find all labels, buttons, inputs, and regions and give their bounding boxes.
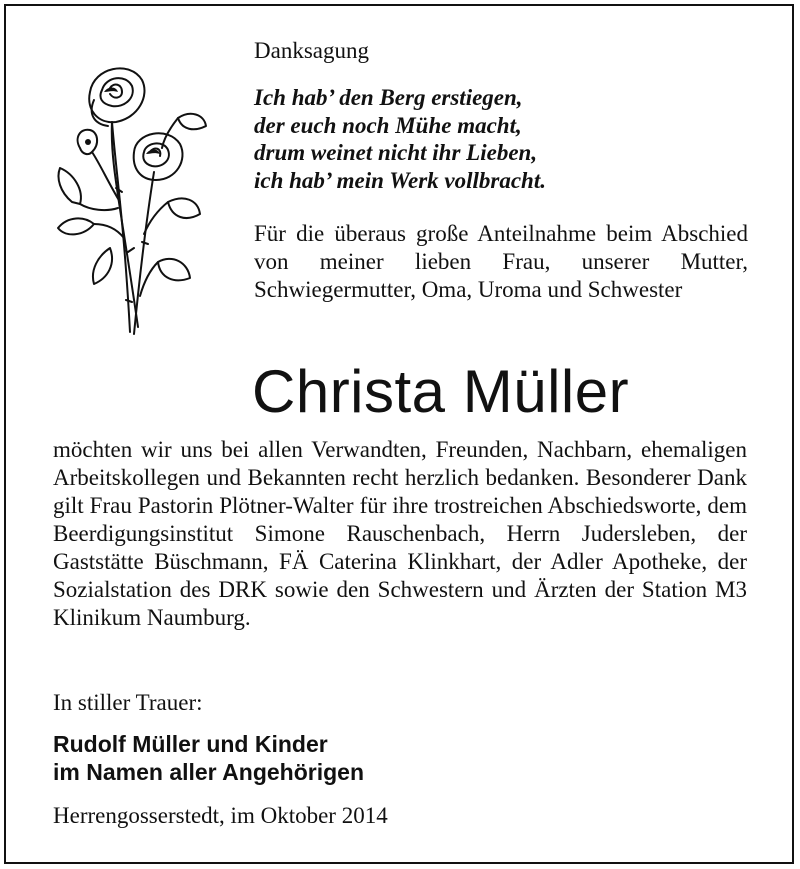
heading-danksagung: Danksagung bbox=[254, 38, 369, 63]
poem bbox=[254, 84, 546, 194]
intro-paragraph: Für die überaus große Anteilnahme beim Abschied von meiner lieben Frau, unserer Mutter, Schwiegermutter, Oma, Uroma und Schwester bbox=[254, 221, 748, 302]
poem-line: ich hab’ mein Werk vollbracht. bbox=[254, 167, 546, 193]
signatory-line: Rudolf Müller und Kinder bbox=[53, 731, 328, 757]
poem-line: der euch noch Mühe macht, bbox=[254, 112, 522, 138]
poem-line: drum weinet nicht ihr Lieben, bbox=[254, 140, 538, 165]
signatories bbox=[53, 730, 364, 786]
signatory-line: im Namen aller Angehörigen bbox=[53, 759, 364, 785]
rose-illustration-icon bbox=[50, 52, 210, 337]
poem-line: Ich hab’ den Berg erstiegen, bbox=[254, 85, 523, 110]
thanks-paragraph: möchten wir uns bei allen Verwandten, Freunden, Nachbarn, ehemaligen Arbeitskollegen und Bekannten recht herzlich bedanken. Besonderer Dank gilt Frau Pastorin Plötner-Walter für ihre trostreichen Abschiedsworte, dem Beerdigungsinstitut Simone Rauschenbach, Herrn Judersleben, der Gaststätte Büschmann, FÄ Caterina Klinkhart, der Adler Apotheke, der Sozialstation des DRK sowie den Schwestern und Ärzten der Station M3 Klinikum Naumburg. bbox=[53, 437, 747, 630]
mourning-line: In stiller Trauer: bbox=[53, 690, 203, 715]
place-date: Herrengosserstedt, im Oktober 2014 bbox=[53, 803, 388, 828]
deceased-name: Christa Müller bbox=[252, 358, 630, 425]
